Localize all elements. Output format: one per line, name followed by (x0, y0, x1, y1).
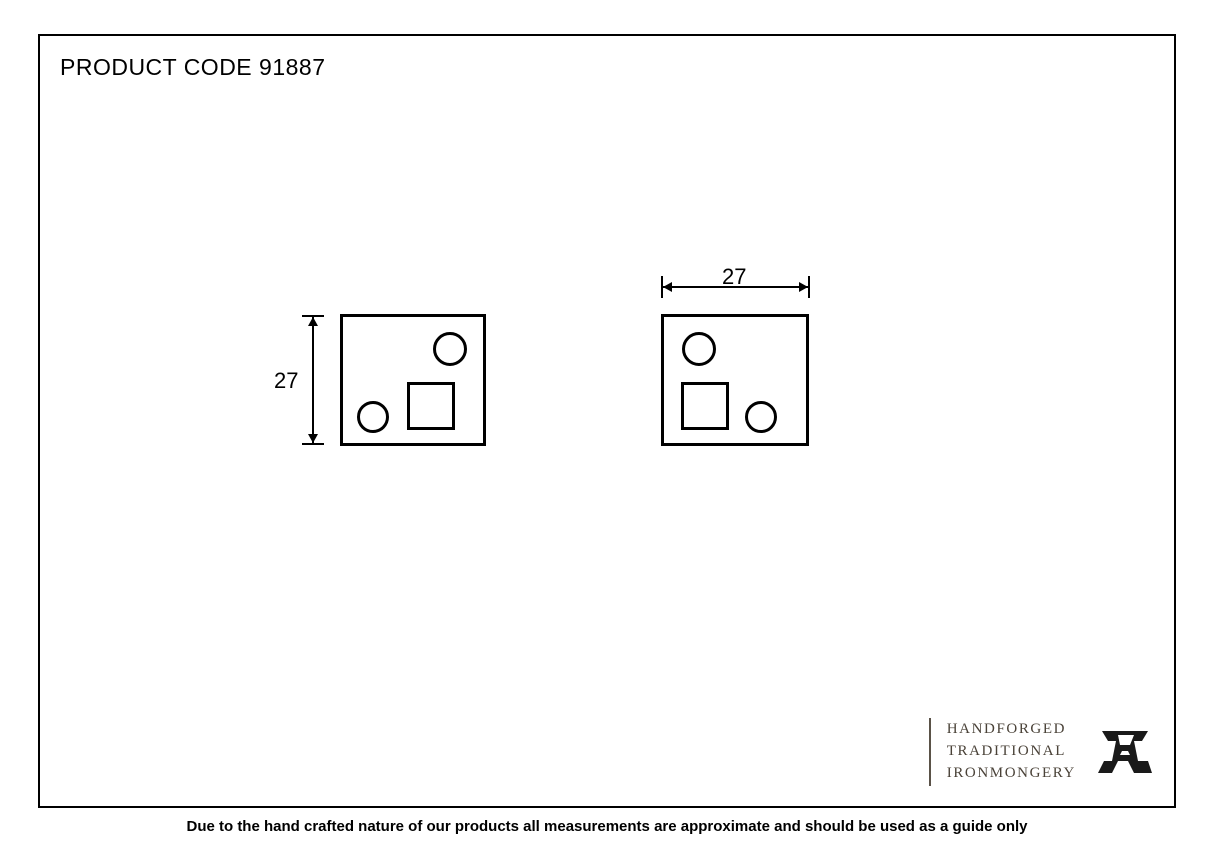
brand-wordmark (947, 719, 1076, 784)
dim-arrow-left-icon (663, 282, 672, 292)
footer-disclaimer: Due to the hand crafted nature of our products all measurements are approximate and should be used as a guide only (186, 818, 1028, 835)
dim-line-vertical (312, 316, 314, 444)
dim-arrow-right-icon (799, 282, 808, 292)
dim-arrow-down-icon (308, 434, 318, 443)
page-title: PRODUCT CODE 91887 (60, 54, 326, 80)
brand-line-1: HANDFORGED (946, 721, 1067, 738)
circle-bottom-left (357, 401, 389, 433)
drawing-sheet (38, 34, 1176, 808)
circle-bottom-right (745, 401, 777, 433)
brand-line-3: IRONMONGERY (946, 764, 1076, 781)
side-view (622, 242, 842, 457)
dimension-label-width: 27 (722, 264, 747, 289)
square-centre (681, 382, 729, 430)
brand-divider (929, 718, 931, 786)
front-view (274, 276, 522, 456)
dim-arrow-up-icon (308, 317, 318, 326)
anvil-logo (1094, 721, 1156, 783)
square-centre (407, 382, 455, 430)
brand-block (929, 716, 1156, 788)
circle-top-left (682, 332, 716, 366)
circle-top-right (433, 332, 467, 366)
dimension-label-height: 27 (274, 368, 299, 393)
brand-line-2: TRADITIONAL (946, 743, 1066, 760)
